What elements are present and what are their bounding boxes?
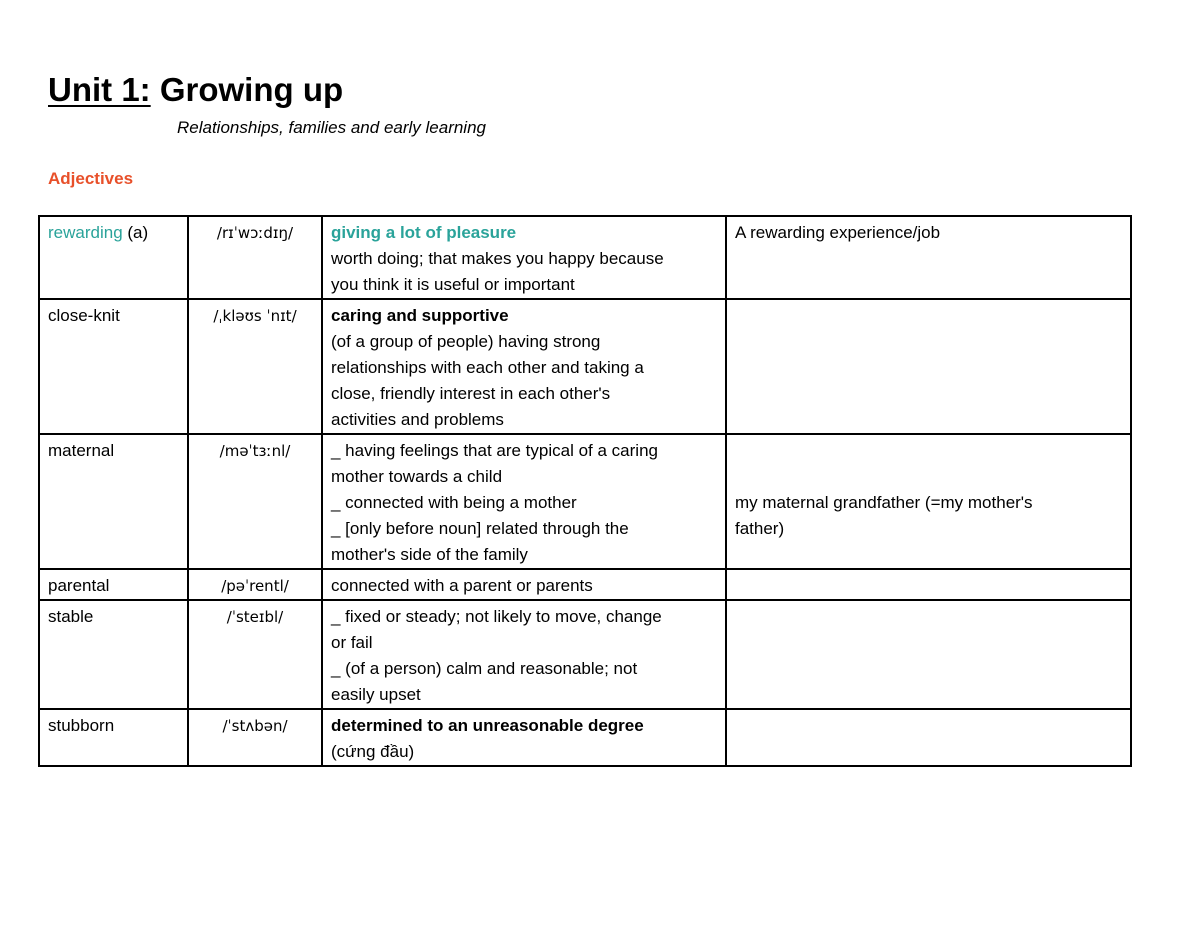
unit-label: Unit 1: bbox=[48, 71, 151, 108]
definition-cell bbox=[322, 709, 726, 766]
spacer bbox=[735, 438, 1122, 490]
definition-headline: caring and supportive bbox=[331, 306, 509, 325]
table-row bbox=[39, 299, 1131, 434]
definition-headline: determined to an unreasonable degree bbox=[331, 716, 644, 735]
table-row bbox=[39, 434, 1131, 569]
definition-line: mother's side of the family bbox=[331, 545, 528, 564]
section-heading-adjectives: Adjectives bbox=[48, 169, 134, 188]
pronunciation-cell: /ˌkləʊs ˈnɪt/ bbox=[188, 299, 322, 434]
word-cell: parental bbox=[39, 569, 188, 600]
example-cell bbox=[726, 569, 1131, 600]
example-cell bbox=[726, 299, 1131, 434]
table-row bbox=[39, 600, 1131, 709]
definition-line: (of a group of people) having strong bbox=[331, 332, 601, 351]
page-title bbox=[48, 70, 343, 110]
definition-line: relationships with each other and taking a bbox=[331, 358, 644, 377]
table-row bbox=[39, 216, 1131, 299]
word-cell: maternal bbox=[39, 434, 188, 569]
unit-title: Growing up bbox=[159, 71, 344, 108]
definition-headline: giving a lot of pleasure bbox=[331, 223, 517, 242]
definition-line: (cứng đầu) bbox=[331, 742, 415, 761]
definition-cell bbox=[322, 569, 726, 600]
word: rewarding bbox=[48, 223, 123, 242]
definition-line: _ [only before noun] related through the bbox=[331, 519, 629, 538]
word-cell: close-knit bbox=[39, 299, 188, 434]
example-line: father) bbox=[735, 519, 785, 538]
vocabulary-table bbox=[38, 215, 1132, 767]
pronunciation-cell: /ˈstʌbən/ bbox=[188, 709, 322, 766]
definition-line: worth doing; that makes you happy because bbox=[331, 249, 664, 268]
definition-line: _ fixed or steady; not likely to move, change bbox=[331, 607, 662, 626]
pronunciation-cell: /pəˈrentl/ bbox=[188, 569, 322, 600]
definition-line: you think it is useful or important bbox=[331, 275, 575, 294]
word-cell: stubborn bbox=[39, 709, 188, 766]
definition-line: close, friendly interest in each other's bbox=[331, 384, 611, 403]
definition-cell bbox=[322, 600, 726, 709]
part-of-speech: (a) bbox=[122, 223, 149, 242]
definition-line: _ connected with being a mother bbox=[331, 493, 577, 512]
definition-cell bbox=[322, 299, 726, 434]
table-row bbox=[39, 569, 1131, 600]
example-cell bbox=[726, 709, 1131, 766]
pronunciation-cell: /məˈtɜːnl/ bbox=[188, 434, 322, 569]
word-cell: stable bbox=[39, 600, 188, 709]
example-line: my maternal grandfather (=my mother's bbox=[735, 493, 1033, 512]
table-row bbox=[39, 709, 1131, 766]
definition-line: activities and problems bbox=[331, 410, 504, 429]
example-cell bbox=[726, 600, 1131, 709]
definition-line: easily upset bbox=[331, 685, 421, 704]
example-cell bbox=[726, 434, 1131, 569]
page-subtitle: Relationships, families and early learning bbox=[177, 118, 486, 137]
definition-cell bbox=[322, 434, 726, 569]
word-cell bbox=[39, 216, 188, 299]
definition-line: mother towards a child bbox=[331, 467, 503, 486]
definition-cell bbox=[322, 216, 726, 299]
pronunciation-cell: /rɪˈwɔːdɪŋ/ bbox=[188, 216, 322, 299]
example-cell: A rewarding experience/job bbox=[726, 216, 1131, 299]
definition-line: _ having feelings that are typical of a caring bbox=[331, 441, 658, 460]
definition-line: or fail bbox=[331, 633, 373, 652]
definition-line: connected with a parent or parents bbox=[331, 576, 593, 595]
pronunciation-cell: /ˈsteɪbl/ bbox=[188, 600, 322, 709]
definition-line: _ (of a person) calm and reasonable; not bbox=[331, 659, 638, 678]
